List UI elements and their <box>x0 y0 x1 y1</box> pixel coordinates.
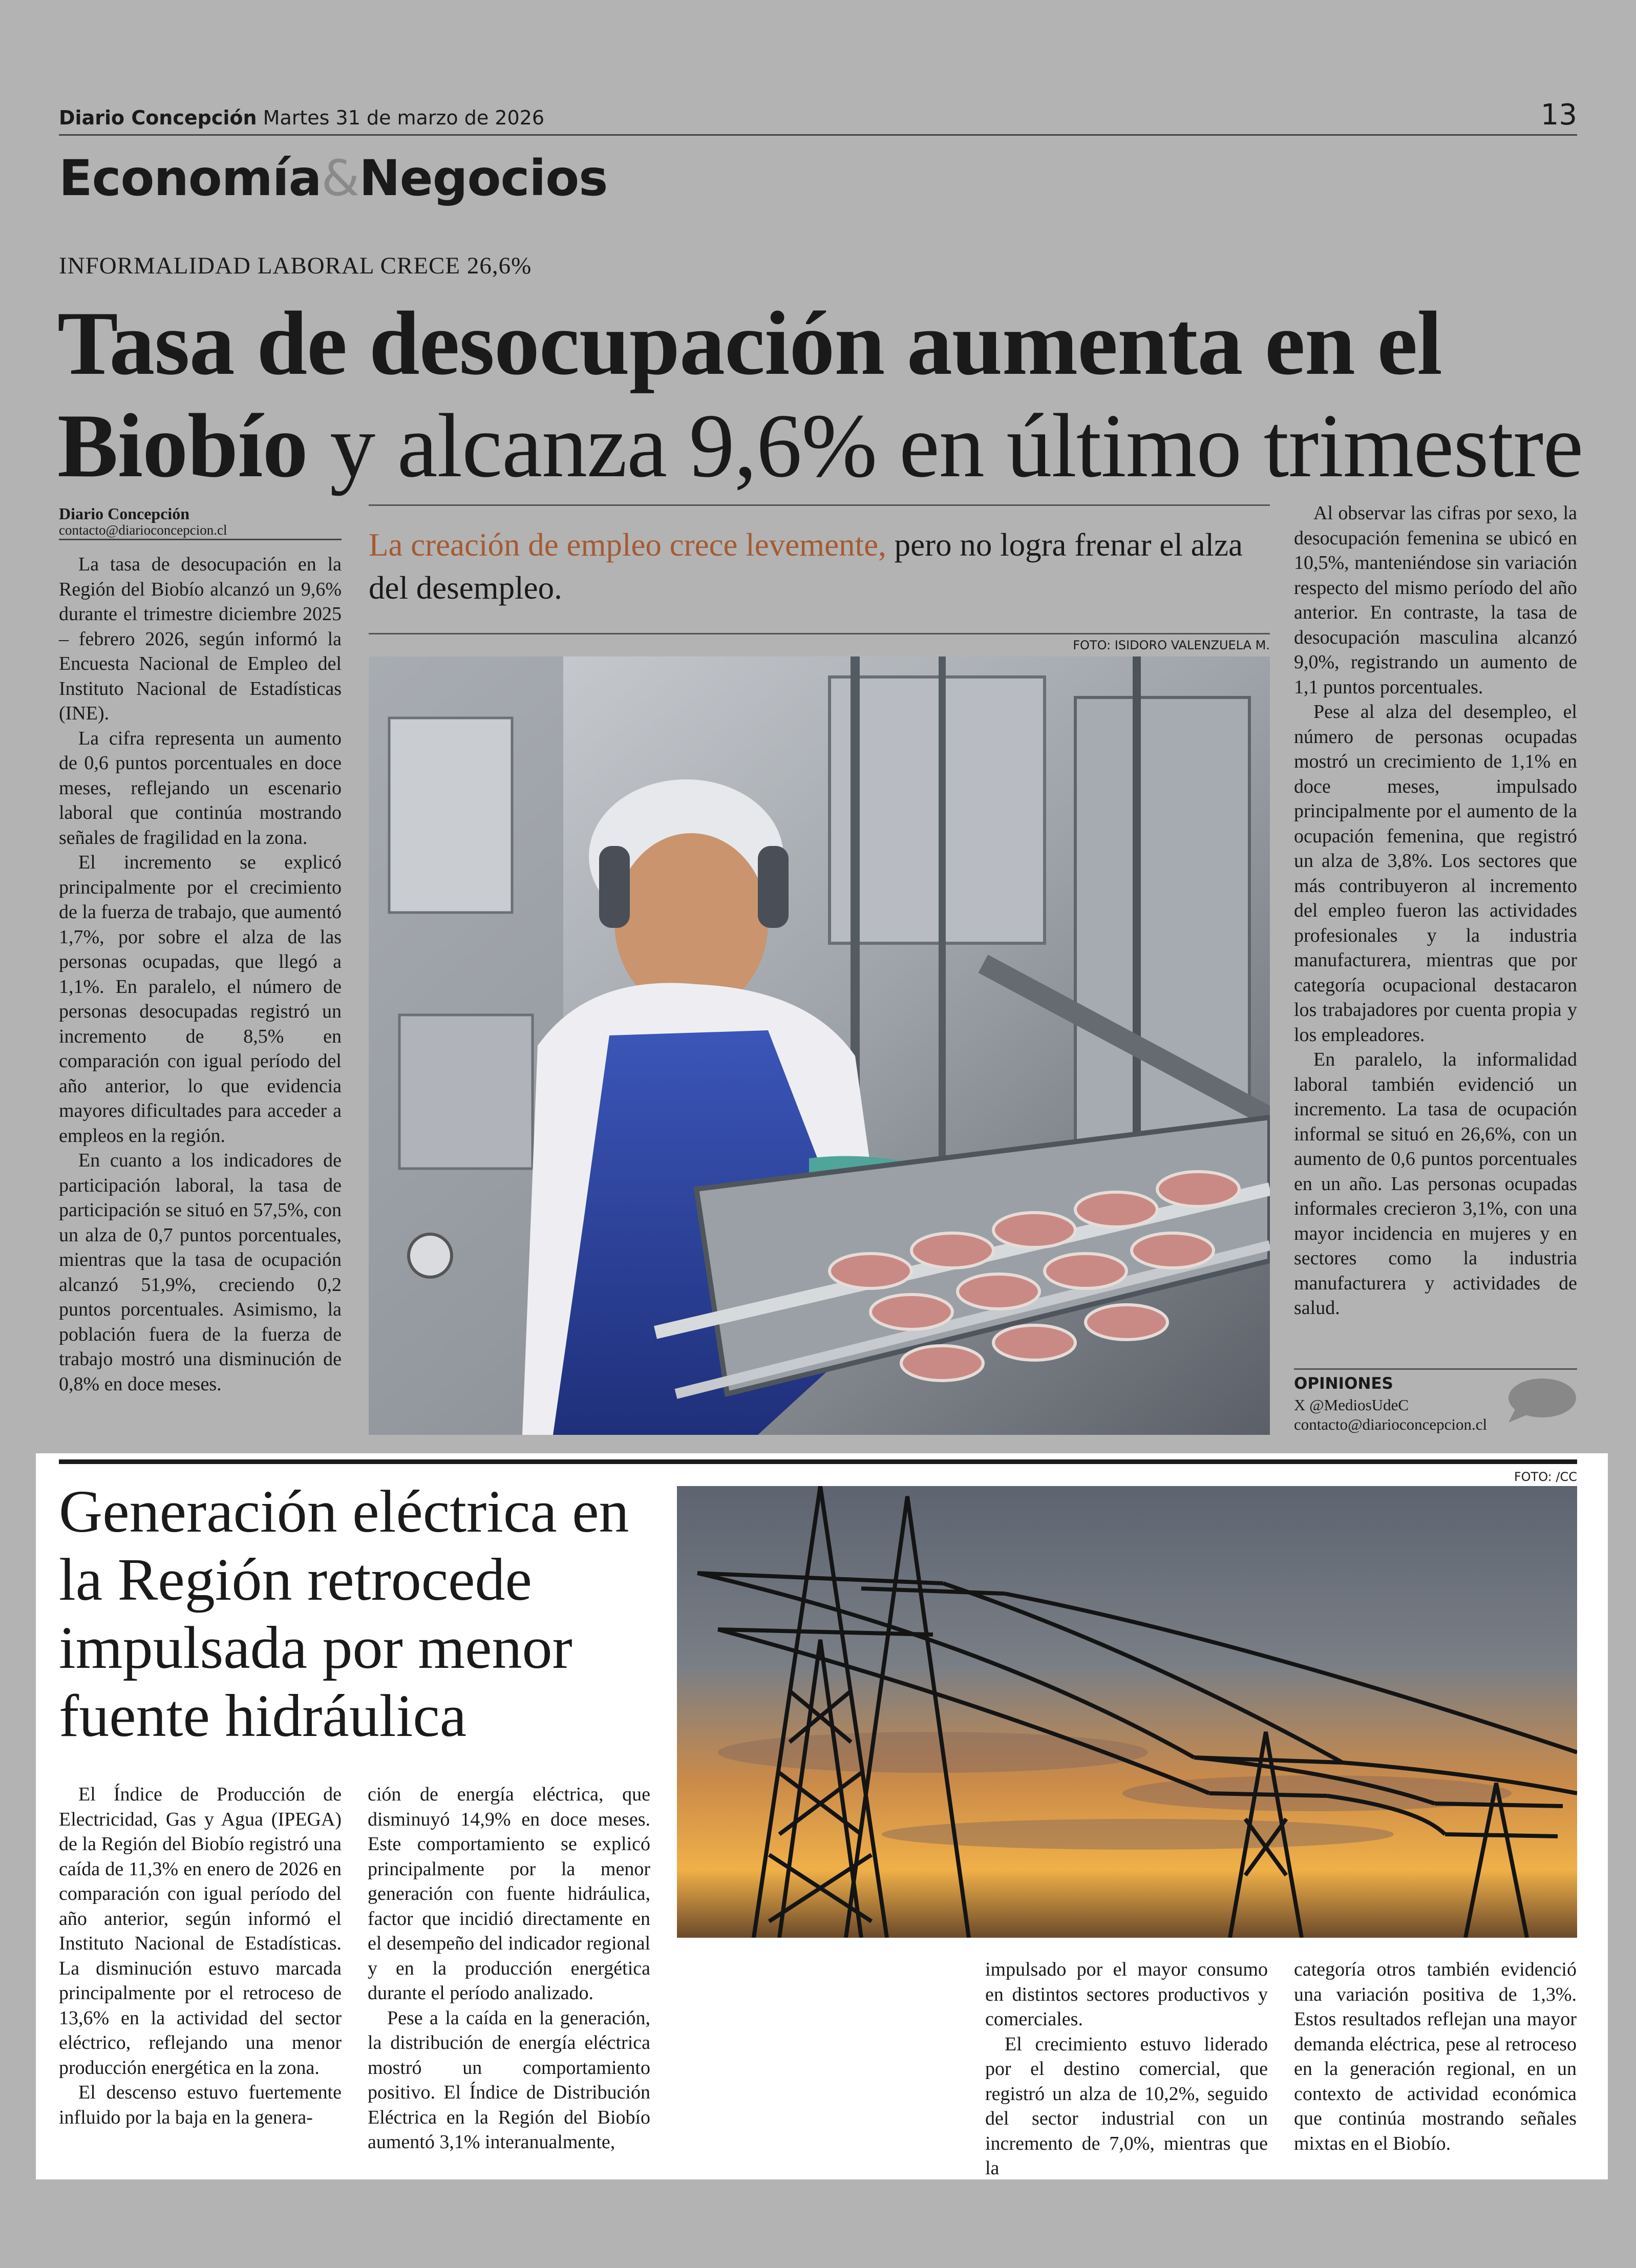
paragraph: categoría otros también evidenció una variación positiva de 1,3%. Estos resultados reflejan una mayor demanda eléctrica, pese al retroceso en la generación regional, en un contexto de actividad económica que continúa mostrando señales mixtas en el Biobío. <box>1294 1959 1577 2154</box>
opinions-x-handle: X @MediosUdeC <box>1294 1396 1409 1414</box>
paragraph: La cifra representa un aumento de 0,6 puntos porcentuales en doce meses, reflejando un escenario laboral que continúa mostrando señales de fragilidad en la zona. <box>59 727 342 849</box>
paragraph: ción de energía eléctrica, que disminuyó 14,9% en doce meses. Este comportamiento se explicó principalmente por la menor generación con fuente hidráulica, factor que incidió directamente en el desempeño del indicador regional y en la producción energética durante el período analizado. <box>368 1784 650 2004</box>
newspaper-name: Diario Concepción <box>59 107 257 129</box>
power-lines-photo <box>677 1486 1577 1938</box>
paragraph: La tasa de desocupación en la Región del Biobío alcanzó un 9,6% durante el trimestre diciembre 2025 – febrero 2026, según informó la Encuesta Nacional de Empleo del Instituto Nacional de Estadísticas (INE). <box>59 554 342 724</box>
photo-credit: FOTO: ISIDORO VALENZUELA M. <box>1073 638 1270 652</box>
opinions-email: contacto@diarioconcepcion.cl <box>1294 1415 1488 1433</box>
paragraph: El crecimiento estuvo liderado por el destino comercial, que registró un alza de 10,2%, seguido del sector industrial con un incremento de 7,0%, mientras que la <box>985 2033 1268 2179</box>
page-header <box>59 107 544 129</box>
secondary-column-1 <box>59 1782 342 2130</box>
secondary-column-2 <box>368 1782 650 2155</box>
paragraph: El incremento se explicó principalmente por el crecimiento de la fuerza de trabajo, que aumentó 1,7%, por sobre el alza de las personas ocupadas, que llegó a 1,1%. En paralelo, el número de personas desocupadas registró un incremento de 8,5% en comparación con igual período del año anterior, lo que evidencia mayores dificultades para acceder a empleos en la región. <box>59 852 342 1147</box>
factory-worker-photo <box>369 656 1270 1435</box>
headline-bold: Tasa de desocupación aumenta en el Biobío <box>57 292 1442 496</box>
factory-worker-image <box>369 656 1270 1435</box>
section-title-a: Economía <box>59 150 322 207</box>
byline-name: Diario Concepción <box>59 504 190 523</box>
paragraph: Pese a la caída en la generación, la distribución de energía eléctrica mostró un comportamiento positivo. El Índice de Distribución Eléctrica en la Región del Biobío aumentó 3,1% interanualmente, <box>368 2007 650 2153</box>
section-amp: & <box>321 150 359 207</box>
section-title <box>59 150 607 207</box>
article-column-1 <box>59 552 342 1396</box>
paragraph: Pese al alza del desempleo, el número de personas ocupadas mostró un crecimiento de 1,1% en doce meses, impulsado principalmente por el aumento de la ocupación femenina, que registró un alza de 3,8%. Los sectores que más contribuyeron al incremento del empleo fueron las actividades profesionales y la industria manufacturera, mientras que por categoría ocupacional destacaron los trabajadores por cuenta propia y los empleadores. <box>1294 701 1577 1046</box>
deck-rest: pero no logra frenar el alza del desempleo. <box>369 527 1243 606</box>
main-headline <box>57 292 1588 497</box>
page-number: 13 <box>1540 98 1577 132</box>
power-lines-image <box>677 1486 1577 1938</box>
deck <box>369 523 1270 609</box>
paragraph: Al observar las cifras por sexo, la desocupación femenina se ubicó en 10,5%, manteniéndose sin variación respecto del mismo período del año anterior. En contraste, la tasa de desocupación masculina alcanzó 9,0%, registrando un aumento de 1,1 puntos porcentuales. <box>1294 502 1577 698</box>
speech-bubble-icon <box>1505 1377 1577 1424</box>
secondary-headline: Generación eléctrica en la Región retrocede impulsada por menor fuente hidráulica <box>59 1478 629 1749</box>
paragraph: El descenso estuvo fuertemente influido por la baja en la genera- <box>59 2082 342 2128</box>
article-column-3 <box>1294 501 1577 1321</box>
byline-rule <box>59 539 342 540</box>
deck-rule-top <box>369 504 1270 506</box>
secondary-column-3 <box>985 1957 1268 2181</box>
secondary-rule <box>59 1459 1577 1464</box>
photo-credit-2: FOTO: /CC <box>1514 1470 1577 1484</box>
paragraph: En paralelo, la informalidad laboral también evidenció un incremento. La tasa de ocupación informal se situó en 26,6%, con un aumento de 0,6 puntos porcentuales en un año. Las personas ocupadas informales crecieron 3,1%, con una mayor incidencia en mujeres y en sectores como la industria manufacturera y actividades de salud. <box>1294 1049 1577 1319</box>
deck-rule-bottom <box>369 633 1270 634</box>
section-title-b: Negocios <box>359 150 608 207</box>
kicker: INFORMALIDAD LABORAL CRECE 26,6% <box>59 252 532 279</box>
headline-rest: y alcanza 9,6% en último trimestre <box>307 395 1583 496</box>
issue-date: Martes 31 de marzo de 2026 <box>263 107 545 129</box>
paragraph: impulsado por el mayor consumo en distintos sectores productivos y comerciales. <box>985 1959 1268 2030</box>
header-rule <box>59 134 1577 136</box>
deck-highlight: La creación de empleo crece levemente, <box>369 527 886 563</box>
opinions-title: OPINIONES <box>1294 1374 1393 1393</box>
byline-email: contacto@diarioconcepcion.cl <box>59 522 227 538</box>
secondary-column-4 <box>1294 1957 1577 2156</box>
paragraph: En cuanto a los indicadores de participación laboral, la tasa de participación se situó en 57,5%, con un alza de 0,7 puntos porcentuales, mientras que la tasa de ocupación alcanzó 51,9%, creciendo 0,2 puntos porcentuales. Asimismo, la población fuera de la fuerza de trabajo mostró una disminución de 0,8% en doce meses. <box>59 1150 342 1395</box>
paragraph: El Índice de Producción de Electricidad, Gas y Agua (IPEGA) de la Región del Biobío registró una caída de 11,3% en enero de 2026 en comparación con igual período del año anterior, según informó el Instituto Nacional de Estadísticas. La disminución estuvo marcada principalmente por el retroceso de 13,6% en la actividad del sector eléctrico, reflejando una menor producción energética en la zona. <box>59 1784 342 2079</box>
opinions-rule <box>1294 1368 1577 1370</box>
